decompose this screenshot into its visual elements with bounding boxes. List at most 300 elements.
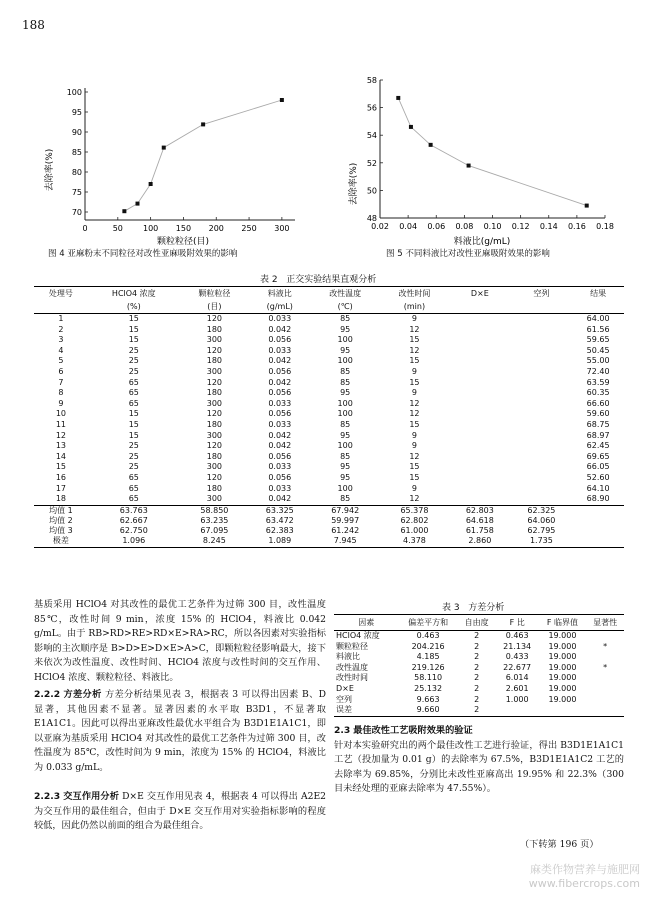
table-cell: 6	[58, 366, 64, 376]
section-2-2-2	[34, 688, 326, 776]
table-cell	[449, 420, 511, 431]
table-2-header-cell	[34, 300, 88, 314]
table-cell: 19.000	[548, 631, 577, 640]
table-cell: 15	[409, 472, 420, 482]
table-cell: 均值 1	[49, 505, 73, 515]
x-tick-label: 250	[241, 224, 257, 233]
x-tick-label: 0.18	[596, 222, 614, 231]
anova-row	[334, 663, 624, 674]
data-point	[136, 202, 140, 206]
table-cell: 19.000	[548, 641, 577, 651]
table-cell: 0.042	[249, 494, 311, 505]
table-row	[34, 388, 624, 399]
table-cell: 15	[409, 419, 420, 429]
data-point	[467, 164, 471, 168]
table-row	[34, 314, 624, 325]
data-point	[429, 143, 433, 147]
table-cell: 料液比	[336, 652, 360, 662]
table-cell: 6.014	[505, 673, 529, 683]
table-2-header-cell: (%)	[88, 300, 180, 314]
x-tick-label: 0.02	[371, 222, 389, 231]
table-cell: 25	[128, 462, 139, 472]
table-cell	[449, 325, 511, 336]
table-3-header-cell: 因素	[334, 615, 398, 631]
section-2-3	[334, 724, 624, 797]
table-cell: 0.056	[268, 335, 292, 345]
table-cell	[449, 388, 511, 399]
x-tick-label: 0.12	[511, 222, 530, 231]
y-tick-label: 56	[366, 103, 377, 113]
table-cell: 15	[128, 409, 139, 419]
table-cell	[572, 505, 624, 516]
table-cell: 15	[128, 324, 139, 334]
section-2-2-2-body: 方差分析结果见表 3，根据表 3 可以得出因素 B、D 显著，其他因素不显著。显著因素的水平取 B3D1，不显著取 E1A1C1。因此可以得出亚麻改性最优水平组合为 B3D1E1A1C1，即以亚麻为基质采用 HClO4 对其改性的最优工艺条件为过筛 300 目，改性温度为 85℃，改性时间为 9 min，浓度为 15% 的 HClO4，料液比为 0.033 g/mL。	[34, 689, 326, 773]
table-cell	[511, 462, 573, 473]
table-cell: 2	[458, 705, 496, 716]
table-cell: 95	[340, 324, 351, 334]
table-cell	[449, 378, 511, 389]
table-cell: 15	[128, 419, 139, 429]
table-2	[34, 286, 624, 548]
table-cell: 0.042	[268, 441, 292, 451]
table-cell: 4.378	[380, 536, 449, 547]
table-cell: 180	[206, 451, 223, 461]
table-cell	[511, 388, 573, 399]
y-tick-label: 58	[366, 76, 377, 85]
table-cell: 0.033	[268, 462, 292, 472]
series-line	[398, 98, 586, 206]
table-row	[34, 367, 624, 378]
anova-row	[334, 642, 624, 653]
summary-row	[34, 536, 624, 547]
table-cell: 19.000	[548, 694, 577, 704]
table-cell: 11	[55, 419, 67, 429]
table-cell: 66.05	[586, 462, 610, 472]
x-tick-label: 300	[274, 224, 290, 233]
table-cell: 5	[58, 356, 64, 366]
table-cell: 0.056	[268, 409, 292, 419]
data-point	[280, 98, 284, 102]
table-cell: 95	[340, 345, 351, 355]
table-cell: 15	[409, 462, 420, 472]
table-cell: 180	[206, 388, 223, 398]
table-cell	[449, 452, 511, 463]
section-2-3-number: 2.3	[334, 725, 351, 736]
table-cell: 66.60	[586, 398, 610, 408]
table-2-header-cell	[511, 300, 573, 314]
anova-row	[334, 652, 624, 663]
table-cell: 67.095	[200, 526, 229, 536]
anova-row	[334, 631, 624, 642]
table-row	[34, 409, 624, 420]
table-cell: 100	[337, 398, 353, 408]
watermark	[529, 863, 640, 891]
table-cell: 空列	[336, 694, 352, 704]
table-cell: 9	[411, 314, 417, 323]
table-cell: 误差	[334, 705, 398, 716]
table-2-header-cell	[449, 300, 511, 314]
table-row	[34, 431, 624, 442]
table-cell: 100	[337, 441, 353, 451]
table-cell: 0.056	[268, 388, 292, 398]
table-2-header-cell: 空列	[511, 287, 573, 301]
table-cell: 61.000	[400, 526, 429, 536]
table-cell: 1.735	[511, 536, 573, 547]
table-cell: 1	[58, 314, 64, 323]
table-cell: 65	[128, 483, 139, 493]
x-tick-label: 0.06	[427, 222, 446, 231]
table-cell: 0.033	[268, 345, 292, 355]
table-2-header-cell: 处理号	[34, 287, 88, 301]
data-point	[162, 146, 166, 150]
table-cell	[572, 536, 624, 547]
table-cell: 15	[128, 314, 139, 323]
table-cell: 95	[340, 462, 351, 472]
table-cell: 0.463	[505, 631, 529, 640]
watermark-url: www.fibercrops.com	[528, 877, 640, 890]
table-cell: 85	[340, 314, 351, 323]
anova-row	[334, 684, 624, 695]
table-cell: 100	[337, 409, 353, 419]
table-2-header-cell: 料液比	[249, 287, 311, 301]
table-cell: 85	[340, 451, 351, 461]
table-cell: 18	[34, 494, 88, 505]
table-cell: 12	[380, 494, 449, 505]
table-cell: 100	[337, 335, 353, 345]
table-cell: 均值 2	[49, 515, 73, 525]
table-cell: 25	[128, 345, 139, 355]
table-cell: 12	[409, 398, 420, 408]
table-cell: 19.000	[548, 683, 577, 693]
y-tick-label: 52	[366, 158, 377, 168]
table-cell	[449, 441, 511, 452]
table-cell	[511, 378, 573, 389]
table-cell: 17	[55, 483, 67, 493]
table-cell	[586, 631, 624, 642]
figure-5-caption-label: 图 5	[386, 249, 403, 259]
y-tick-label: 90	[71, 128, 82, 137]
table-2-title-text: 正交实验结果直观分析	[286, 275, 377, 285]
table-cell: 2	[58, 324, 64, 334]
table-cell	[511, 452, 573, 463]
data-point	[585, 204, 589, 208]
x-tick-label: 150	[175, 224, 192, 233]
table-cell: 62.802	[400, 515, 429, 525]
table-cell	[511, 409, 573, 420]
table-cell: 19.000	[548, 662, 577, 672]
table-cell	[449, 462, 511, 473]
table-cell: 100	[337, 356, 353, 366]
table-cell: 0.042	[268, 377, 292, 387]
x-tick-label: 0.08	[455, 222, 474, 231]
fig5-y-axis-label: 去除率(%)	[349, 162, 359, 206]
table-cell: 2.860	[449, 536, 511, 547]
table-cell: 120	[206, 314, 223, 323]
figure-4-chart	[40, 78, 290, 253]
table-2-header-cell: (g/mL)	[249, 300, 311, 314]
table-cell: 52.60	[586, 472, 610, 482]
y-tick-label: 85	[71, 148, 82, 157]
table-cell: 9	[411, 388, 417, 398]
y-tick-label: 100	[66, 88, 82, 97]
table-cell	[449, 494, 511, 505]
table-3-header-cell: 自由度	[458, 615, 496, 631]
table-cell	[511, 367, 573, 378]
table-3-header-cell: 显著性	[586, 615, 624, 631]
table-cell: D×E	[336, 683, 354, 693]
table-cell: 2.601	[505, 683, 529, 693]
table-cell: 64.00	[586, 314, 610, 323]
table-cell: 300	[206, 366, 223, 376]
table-cell: 120	[206, 345, 223, 355]
summary-row	[34, 526, 624, 536]
table-cell	[511, 473, 573, 484]
figure-4-caption	[48, 247, 237, 259]
table-cell	[586, 684, 624, 695]
table-cell: 59.997	[331, 515, 360, 525]
table-cell: 300	[206, 398, 223, 408]
continued-note: （下转第 196 页）	[520, 839, 599, 850]
table-cell: 65	[128, 398, 139, 408]
table-cell: 10	[55, 409, 67, 419]
x-tick-label: 0.14	[539, 222, 558, 231]
table-cell: 0.463	[416, 631, 440, 640]
table-row	[34, 494, 624, 505]
table-cell: 9	[411, 366, 417, 376]
x-tick-label: 0.16	[567, 222, 586, 231]
table-cell: 21.134	[503, 641, 532, 651]
table-cell: 64.10	[586, 483, 610, 493]
table-2-title	[260, 272, 376, 285]
table-cell: 2	[474, 683, 480, 693]
table-cell	[511, 420, 573, 431]
table-2-header-cell: 结果	[572, 287, 624, 301]
table-cell	[572, 516, 624, 526]
table-cell: 63.59	[586, 377, 610, 387]
table-cell	[586, 673, 624, 684]
table-cell	[572, 526, 624, 536]
table-cell: 55.00	[586, 356, 610, 366]
y-tick-label: 95	[71, 108, 82, 117]
y-tick-label: 50	[366, 186, 377, 196]
table-cell: *	[603, 641, 608, 651]
table-cell	[511, 314, 573, 325]
table-cell: 300	[180, 494, 249, 505]
table-cell	[586, 705, 624, 716]
table-cell: 62.750	[119, 526, 148, 536]
table-cell: 改性温度	[336, 662, 368, 672]
anova-row	[334, 705, 624, 716]
table-cell	[449, 314, 511, 325]
table-cell: 64.618	[465, 515, 494, 525]
section-2-2-3	[34, 790, 326, 834]
y-tick-label: 48	[366, 214, 377, 223]
table-cell: 219.126	[411, 662, 445, 672]
table-cell: 0.042	[268, 356, 292, 366]
table-cell: 300	[206, 335, 223, 345]
table-cell: 64.060	[527, 515, 556, 525]
section-2-2-3-number: 2.2.3	[34, 791, 61, 802]
table-cell: 68.97	[586, 430, 610, 440]
table-cell: 58.850	[200, 505, 229, 515]
table-cell: 65.378	[400, 505, 429, 515]
data-point	[149, 182, 153, 186]
table-cell: 120	[206, 441, 223, 451]
table-row	[34, 335, 624, 346]
table-cell: 120	[206, 472, 223, 482]
figure-4-caption-text: 亚麻粉末不同粒径对改性亚麻吸附效果的影响	[67, 249, 238, 259]
section-2-3-title: 最佳改性工艺吸附效果的验证	[353, 725, 473, 736]
table-3-label: 表 3	[442, 603, 460, 613]
table-row	[34, 452, 624, 463]
table-cell: 180	[206, 483, 223, 493]
figure-5-caption	[386, 247, 550, 259]
table-cell: 204.216	[411, 641, 445, 651]
table-cell: 0.042	[268, 324, 292, 334]
fig4-y-axis-label: 去除率(%)	[45, 148, 55, 192]
table-cell: 0.056	[268, 472, 292, 482]
x-tick-label: 0	[82, 224, 88, 233]
table-cell: 50.45	[586, 345, 610, 355]
table-cell: 65	[128, 377, 139, 387]
table-cell: 16	[55, 472, 67, 482]
summary-row	[34, 516, 624, 526]
table-cell: 67.942	[331, 505, 360, 515]
table-cell: 15	[128, 335, 139, 345]
table-cell: 12	[409, 451, 420, 461]
fig4-x-axis-label: 颗粒粒径(目)	[156, 237, 210, 247]
table-row	[34, 462, 624, 473]
table-cell: 8	[58, 388, 64, 398]
table-cell: 72.40	[586, 366, 610, 376]
table-cell: 61.242	[331, 526, 360, 536]
table-cell: 85	[340, 419, 351, 429]
y-tick-label: 75	[71, 188, 82, 197]
data-point	[396, 96, 400, 100]
table-cell: 62.383	[265, 526, 294, 536]
table-2-header-cell: (目)	[180, 300, 249, 314]
section-2-2-2-number: 2.2.2	[34, 689, 61, 700]
table-cell: 3	[58, 335, 64, 345]
figure-5-caption-text: 不同料液比对改性亚麻吸附效果的影响	[405, 249, 550, 259]
table-cell: 12	[409, 345, 420, 355]
table-3-header-cell: F 临界值	[539, 615, 586, 631]
watermark-site-name: 麻类作物营养与施肥网	[530, 863, 640, 876]
summary-row	[34, 505, 624, 516]
table-cell: 25	[128, 441, 139, 451]
table-cell: 0.056	[268, 366, 292, 376]
table-cell: 62.325	[527, 505, 556, 515]
table-cell: 9	[411, 483, 417, 493]
table-cell: 19.000	[548, 673, 577, 683]
table-cell	[511, 335, 573, 346]
table-cell: 2	[474, 652, 480, 662]
table-cell	[511, 399, 573, 410]
table-2-header-cell	[572, 300, 624, 314]
table-cell: 59.60	[586, 409, 610, 419]
y-tick-label: 80	[71, 168, 82, 177]
table-2-header-cell: 颗粒粒径	[180, 287, 249, 301]
table-cell: *	[603, 662, 608, 672]
table-cell: 15	[128, 430, 139, 440]
table-3-title-text: 方差分析	[468, 603, 505, 613]
table-cell: 62.795	[527, 526, 556, 536]
table-cell: 9.663	[416, 694, 440, 704]
table-cell: 63.325	[265, 505, 294, 515]
table-cell	[449, 367, 511, 378]
table-cell: 1.089	[249, 536, 311, 547]
table-cell: 15	[409, 356, 420, 366]
table-cell: 25.132	[414, 683, 443, 693]
table-cell: 62.667	[119, 515, 148, 525]
table-cell: 60.35	[586, 388, 610, 398]
table-cell	[511, 356, 573, 367]
anova-row	[334, 695, 624, 706]
table-row	[34, 399, 624, 410]
table-cell: 2	[474, 641, 480, 651]
section-2-3-body: 针对本实验研究出的两个最佳改性工艺进行验证，得出 B3D1E1A1C1 工艺（投加量为 0.01 g）的去除率为 67.5%，B3D1E1A1C2 工艺的去除率为 69.85%，分别比未改性亚麻高出 19.95% 和 22.3%（300 目未经处理的亚麻去除率为 47.55%）。	[334, 739, 624, 795]
table-2-header-cell: HClO4 浓度	[88, 287, 180, 301]
figure-4-caption-label: 图 4	[48, 249, 65, 259]
table-cell: 95	[340, 388, 351, 398]
table-cell	[586, 652, 624, 663]
figure-5-chart	[340, 72, 625, 250]
table-row	[34, 484, 624, 495]
table-cell	[449, 473, 511, 484]
table-cell: 14	[55, 451, 67, 461]
table-cell: 69.65	[586, 451, 610, 461]
table-cell	[511, 325, 573, 336]
table-cell: 180	[206, 356, 223, 366]
x-tick-label: 0.10	[483, 222, 502, 231]
table-cell: 25	[128, 366, 139, 376]
table-row	[34, 473, 624, 484]
table-cell: 180	[206, 419, 223, 429]
table-cell: 95	[340, 430, 351, 440]
table-cell: 59.65	[586, 335, 610, 345]
data-point	[409, 125, 413, 129]
table-cell: 65	[88, 494, 180, 505]
y-tick-label: 54	[366, 131, 377, 141]
table-cell: 120	[206, 377, 223, 387]
table-cell	[539, 705, 586, 716]
x-tick-label: 200	[208, 224, 224, 233]
table-cell: 均值 3	[49, 526, 73, 536]
table-cell: 13	[55, 441, 67, 451]
table-cell: 0.433	[505, 652, 529, 662]
table-cell	[449, 335, 511, 346]
table-cell: 63.472	[265, 515, 294, 525]
table-cell: 0.042	[268, 430, 292, 440]
table-cell	[586, 695, 624, 706]
table-2-header-cell: (℃)	[311, 300, 380, 314]
table-cell: 2	[474, 631, 480, 640]
table-cell: 15	[55, 462, 67, 472]
table-cell: 12	[409, 324, 420, 334]
table-cell: 7.945	[311, 536, 380, 547]
table-cell: 0.033	[268, 314, 292, 323]
x-tick-label: 0.04	[399, 222, 418, 231]
table-cell: 61.56	[586, 324, 610, 334]
table-row	[34, 378, 624, 389]
table-cell	[496, 705, 539, 716]
section-2-2-2-title: 方差分析	[63, 689, 102, 700]
table-cell: 62.45	[586, 441, 610, 451]
table-cell: 100	[337, 483, 353, 493]
table-cell: 0.033	[268, 419, 292, 429]
y-tick-label: 70	[71, 208, 82, 217]
table-cell: 120	[206, 409, 223, 419]
